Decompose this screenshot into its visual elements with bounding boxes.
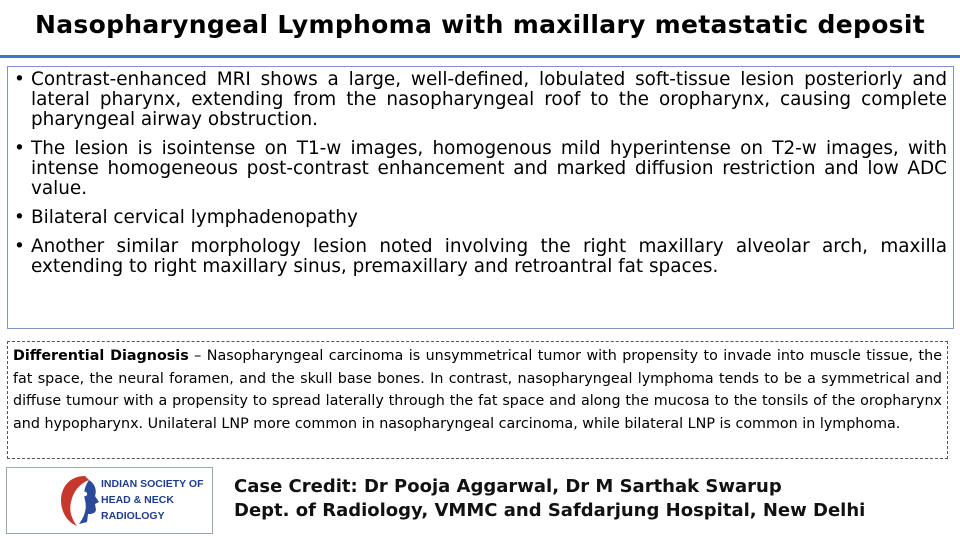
logo-line: INDIAN SOCIETY OF	[101, 478, 204, 490]
differential-diagnosis-box	[7, 341, 948, 459]
logo-text	[101, 476, 203, 524]
title-underline	[0, 55, 960, 58]
department-line: Dept. of Radiology, VMMC and Safdarjung Hospital, New Delhi	[234, 500, 866, 521]
differential-text: – Nasopharyngeal carcinoma is unsymmetrical tumor with propensity to invade into muscle tissue, the fat space, the neural foramen, and the skull base bones. In contrast, nasopharyngeal lymphoma tends to be a symmetrical and diffuse tumour with a propensity to spread laterally through the fat space and along the mucosa to the tonsils of the oropharynx and hypopharynx. Unilateral LNP more common in nasopharyngeal carcinoma, while bilateral LNP is common in lymphoma.	[13, 348, 942, 432]
finding-text: Another similar morphology lesion noted involving the right maxillary alveolar arch, maxilla extending to right maxillary sinus, premaxillary and retroantral fat spaces.	[31, 236, 947, 277]
finding-text: Contrast-enhanced MRI shows a large, well-defined, lobulated soft-tissue lesion posteriorly and lateral pharynx, extending from the nasopharyngeal roof to the oropharynx, causing complete pharyngeal airway obstruction.	[31, 69, 947, 130]
bullet-dot: •	[14, 207, 25, 228]
logo-line: RADIOLOGY	[101, 510, 165, 522]
society-logo	[6, 467, 213, 534]
slide-title: Nasopharyngeal Lymphoma with maxillary metastatic deposit	[35, 10, 925, 39]
finding-text: The lesion is isointense on T1-w images, homogenous mild hyperintense on T2-w images, with intense homogeneous post-contrast enhancement and marked diffusion restriction and low ADC value.	[31, 138, 947, 199]
bullet-dot: •	[14, 69, 25, 90]
finding-bullet	[14, 208, 947, 228]
differential-label: Differential Diagnosis	[13, 348, 189, 364]
case-credits	[234, 475, 865, 523]
head-profile-icon	[55, 472, 99, 530]
finding-text: Bilateral cervical lymphadenopathy	[31, 207, 358, 228]
logo-line: HEAD & NECK	[101, 494, 174, 506]
finding-bullet	[14, 70, 947, 130]
findings-box	[7, 66, 954, 329]
finding-bullet	[14, 237, 947, 277]
credit-line: Case Credit: Dr Pooja Aggarwal, Dr M Sarthak Swarup	[234, 476, 782, 497]
finding-bullet	[14, 139, 947, 199]
bullet-dot: •	[14, 138, 25, 159]
bullet-dot: •	[14, 236, 25, 257]
